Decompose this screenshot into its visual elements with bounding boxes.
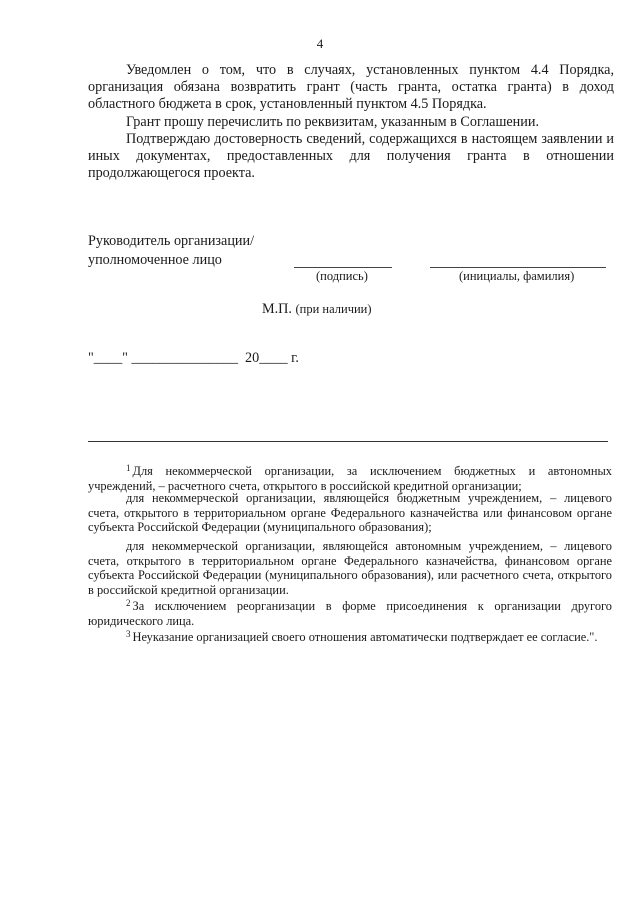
signatory-role-line1: Руководитель организации/ bbox=[88, 233, 255, 249]
signatory-role-line2: уполномоченное лицо bbox=[88, 252, 222, 268]
footnote-2-text: За исключением реорганизации в форме присоединения к организации другого юридического лица. bbox=[88, 599, 612, 628]
footnote-1a-text: Для некоммерческой организации, за исключением бюджетных и автономных учреждений, – расчетного счета, открытого в российской кредитной организации; bbox=[88, 464, 612, 493]
signature-field-line bbox=[294, 267, 392, 268]
stamp-place bbox=[262, 301, 372, 318]
footnote-1b: для некоммерческой организации, являющейся бюджетным учреждением, – лицевого счета, открытого в территориальном органе Федерального казначейства или финансовом органе субъекта Российской Федерации (муниципального образования); bbox=[88, 491, 612, 535]
footnote-2-mark: 2 bbox=[126, 598, 131, 608]
footnote-1a bbox=[88, 461, 612, 493]
stamp-note: (при наличии) bbox=[295, 302, 372, 316]
footnote-1-mark: 1 bbox=[126, 463, 131, 473]
paragraph-transfer-request: Грант прошу перечислить по реквизитам, указанным в Соглашении. bbox=[126, 114, 540, 130]
signatory-role bbox=[88, 232, 348, 270]
footnote-3-text: Неуказание организацией своего отношения автоматически подтверждает ее согласие.". bbox=[132, 630, 598, 644]
signature-caption: (подпись) bbox=[316, 269, 368, 283]
footnote-1c: для некоммерческой организации, являющейся автономным учреждением, – лицевого счета, открытого в территориальном органе Федерального казначейства, финансовом органе субъекта Российской Федерации (муниципального образования), или расчетного счета, открытого в российской кредитной организации. bbox=[88, 539, 612, 597]
footnote-2 bbox=[88, 596, 612, 628]
page-number: 4 bbox=[316, 36, 324, 51]
footnote-3 bbox=[88, 627, 612, 645]
footnote-divider bbox=[88, 441, 608, 442]
date-line: "____" _______________ 20____ г. bbox=[88, 350, 299, 366]
stamp-label: М.П. bbox=[262, 301, 292, 317]
paragraph-confirmation: Подтверждаю достоверность сведений, содержащихся в настоящем заявлении и иных документах, предоставленных для получения гранта в отношении продолжающегося проекта. bbox=[88, 131, 614, 181]
footnote-3-mark: 3 bbox=[126, 629, 131, 639]
name-field-line bbox=[430, 267, 606, 268]
paragraph-notification: Уведомлен о том, что в случаях, установленных пунктом 4.4 Порядка, организация обязана возвратить грант (часть гранта, остатка гранта) в доход областного бюджета в срок, установленный пунктом 4.5 Порядка. bbox=[88, 62, 614, 112]
name-caption: (инициалы, фамилия) bbox=[459, 269, 575, 283]
